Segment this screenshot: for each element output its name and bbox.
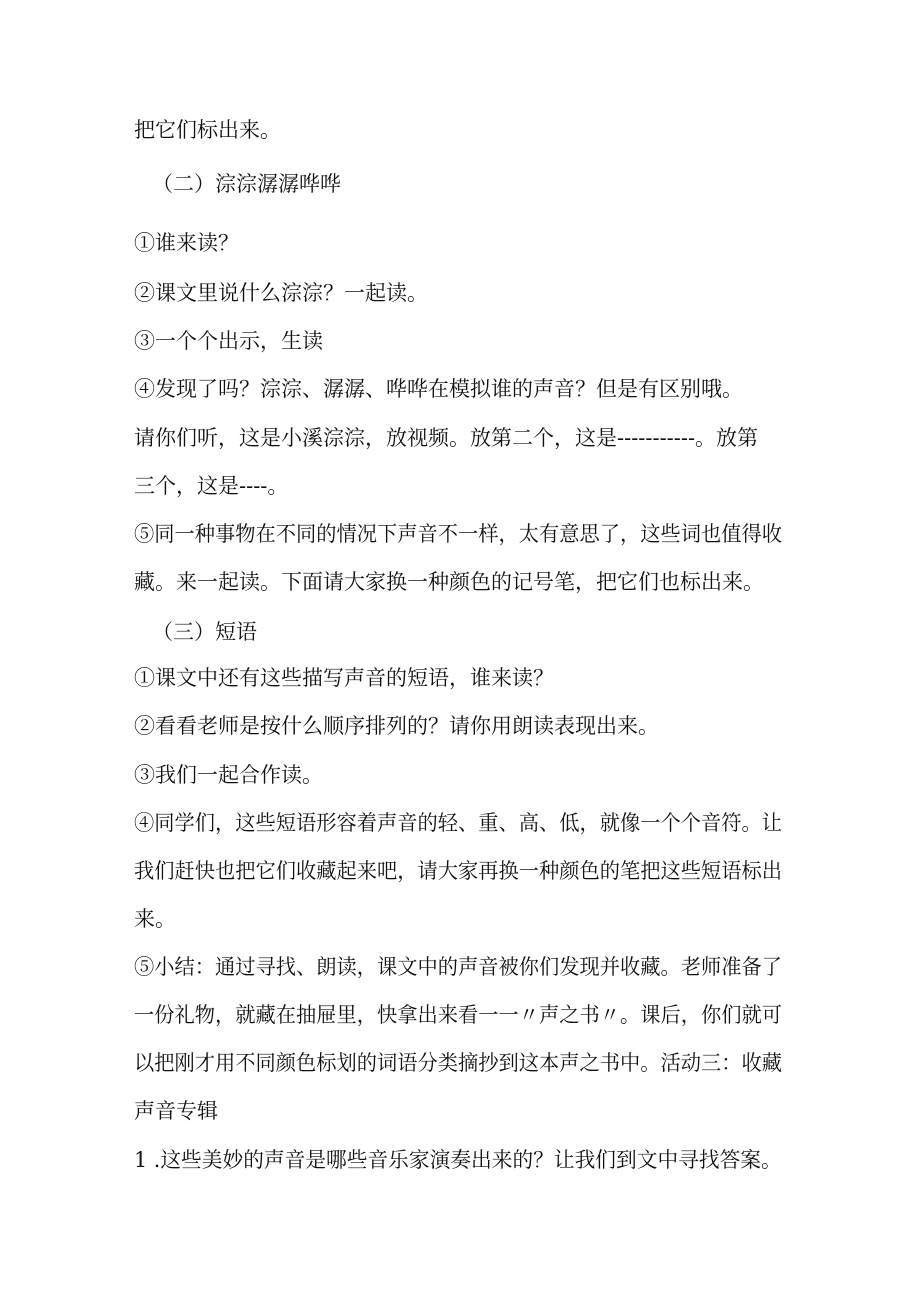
section-heading: （三）短语 (152, 620, 257, 644)
text-line: ②课文里说什么淙淙？一起读。 (134, 281, 428, 305)
text-line: 请你们听，这是小溪淙淙，放视频。放第二个，这是-----------。放第 (134, 426, 759, 450)
text-line: 声音专辑 (134, 1099, 218, 1123)
text-line: 以把刚才用不同颜色标划的词语分类摘抄到这本声之书中。活动三：收藏 (134, 1051, 783, 1075)
text-line: ①课文中还有这些描写声音的短语，谁来读？ (134, 666, 554, 690)
text-line: 把它们标出来。 (134, 118, 281, 142)
text-line: ①谁来读？ (134, 231, 239, 255)
section-heading: （二）淙淙潺潺哗哗 (152, 172, 341, 196)
text-line: 我们赶快也把它们收藏起来吧，请大家再换一种颜色的笔把这些短语标出 (134, 859, 783, 883)
text-line: ⑤同一种事物在不同的情况下声音不一样，太有意思了，这些词也值得收 (134, 522, 783, 546)
text-line: ④同学们，这些短语形容着声音的轻、重、高、低，就像一个个音符。让 (134, 811, 783, 835)
text-line: ②看看老师是按什么顺序排列的？请你用朗读表现出来。 (134, 714, 659, 738)
text-line: 三个，这是----。 (134, 474, 289, 498)
text-line: ③我们一起合作读。 (134, 763, 323, 787)
text-line: ⑤小结：通过寻找、朗读，课文中的声音被你们发现并收藏。老师准备了 (134, 955, 783, 979)
text-line: ③一个个出示，生读 (134, 329, 323, 353)
text-line: ④发现了吗？淙淙、潺潺、哗哗在模拟谁的声音？但是有区别哦。 (134, 377, 743, 401)
text-line: 1 .这些美妙的声音是哪些音乐家演奏出来的？让我们到文中寻找答案。 (134, 1148, 782, 1172)
text-line: 一份礼物，就藏在抽屉里，快拿出来看一一〃声之书〃。课后，你们就可 (134, 1003, 783, 1027)
text-line: 来。 (134, 907, 176, 931)
text-line: 藏。来一起读。下面请大家换一种颜色的记号笔，把它们也标出来。 (134, 570, 764, 594)
